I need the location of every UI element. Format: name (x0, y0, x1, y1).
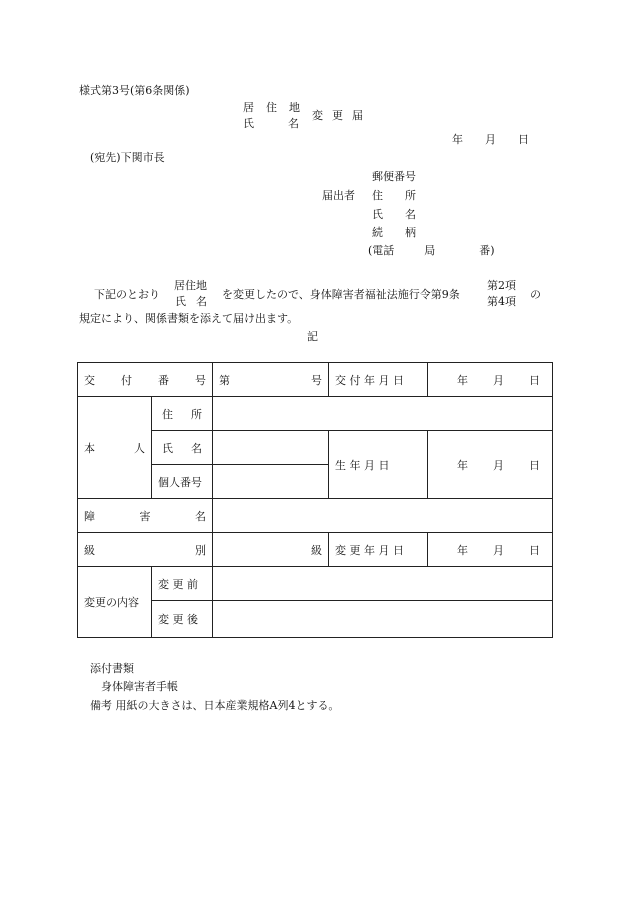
issue-date-field[interactable]: 年 月 日 (428, 363, 553, 397)
issue-date-label: 交 付 年 月 日 (329, 363, 428, 397)
birth-date-label: 生 年 月 日 (329, 431, 428, 499)
after-field[interactable] (213, 601, 553, 638)
disability-field[interactable] (213, 499, 553, 533)
body-clause-2: 第2項 (487, 279, 516, 292)
attachment-item: 身体障害者手帳 (101, 680, 178, 693)
applicant-label: 届出者 (322, 189, 355, 202)
title-name: 氏 名 (243, 117, 299, 130)
body-option-name: 氏 名 (175, 295, 207, 308)
name-label: 氏 名 (372, 208, 416, 221)
change-before-row (78, 567, 553, 601)
form-number: 様式第3号(第6条関係) (79, 84, 190, 97)
addressee: (宛先)下関市長 (90, 151, 165, 164)
body-prefix: 下記のとおり (94, 288, 160, 301)
phone-label: (電話 局 番) (368, 244, 495, 257)
issue-number-label-cell: 交 付 番 号 (78, 363, 213, 397)
address-field[interactable] (213, 397, 553, 431)
address-label: 住 所 (372, 189, 416, 202)
date-line: 年 月 日 (452, 133, 529, 146)
name-label-cell: 氏 名 (152, 431, 213, 465)
person-address-row (78, 397, 553, 431)
personal-number-field[interactable] (213, 465, 329, 499)
ki-heading: 記 (307, 330, 318, 343)
body-line2: 規定により、関係書類を添えて届け出ます。 (79, 312, 299, 325)
after-label: 変 更 後 (152, 601, 213, 638)
personal-number-label: 個人番号 (152, 465, 213, 499)
birth-date-field[interactable]: 年 月 日 (428, 431, 553, 499)
grade-row (78, 533, 553, 567)
title-residence: 居 住 地 (243, 101, 300, 114)
person-label-cell: 本 人 (78, 397, 152, 499)
disability-row (78, 499, 553, 533)
body-suffix: の (530, 288, 541, 301)
body-clause-4: 第4項 (487, 295, 516, 308)
postal-code-label: 郵便番号 (372, 170, 416, 183)
address-label-cell: 住 所 (152, 397, 213, 431)
body-option-residence: 居住地 (174, 279, 207, 292)
notification-table (77, 362, 553, 638)
disability-label-cell: 障 害 名 (78, 499, 213, 533)
grade-field[interactable]: 級 (213, 533, 329, 567)
change-date-label: 変 更 年 月 日 (329, 533, 428, 567)
name-field[interactable] (213, 431, 329, 465)
before-field[interactable] (213, 567, 553, 601)
issue-number-field[interactable]: 第 号 (213, 363, 329, 397)
title-change-notice: 変 更 届 (312, 109, 363, 122)
grade-label-cell: 級 別 (78, 533, 213, 567)
note: 備考 用紙の大きさは、日本産業規格A列4とする。 (90, 699, 340, 712)
change-date-field[interactable]: 年 月 日 (428, 533, 553, 567)
before-label: 変 更 前 (152, 567, 213, 601)
relation-label: 続 柄 (372, 226, 416, 239)
change-content-label: 変更の内容 (78, 567, 152, 638)
issue-row (78, 363, 553, 397)
attachments-heading: 添付書類 (90, 662, 134, 675)
body-middle: を変更したので、身体障害者福祉法施行令第9条 (222, 288, 460, 301)
